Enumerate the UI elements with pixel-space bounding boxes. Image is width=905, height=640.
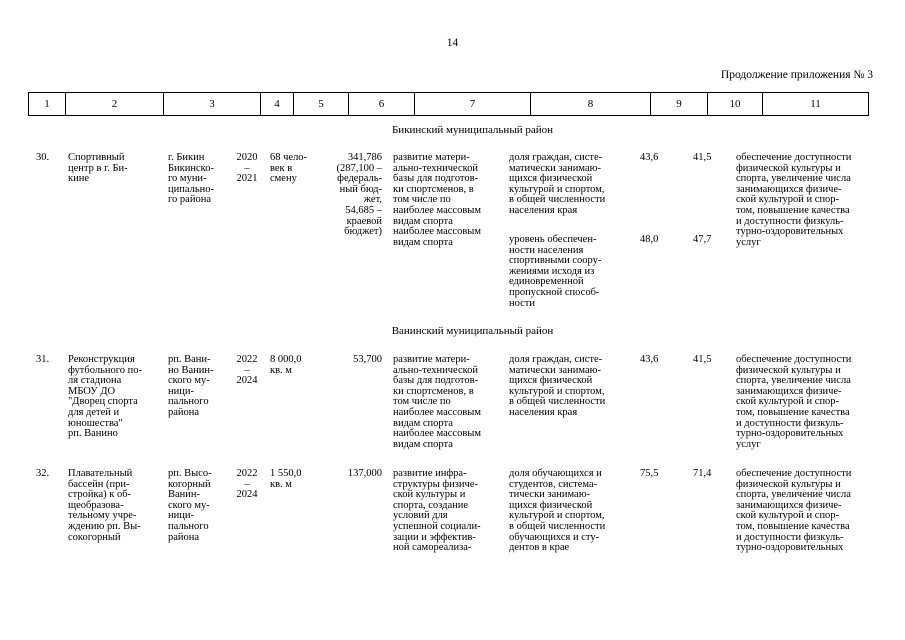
object-capacity: 8 000,0 кв. м (270, 354, 302, 376)
expected-result: обеспечение доступности физической культуры и спорта, увеличение числа занимающихся физиче- ской культурой и спор- том, повышение качества и доступности физкуль- турно-оздоровительных услуг (736, 354, 852, 450)
indicator-target-value: 48,0 (640, 234, 659, 245)
funding-amount: 341,786 (287,100 – федераль- ный бюд- жет, 54,685 – краевой бюджет) (336, 152, 382, 238)
indicator-target-value: 43,6 (640, 354, 659, 365)
header-col-6: 6 (378, 98, 385, 110)
expected-result: обеспечение доступности физической культуры и спорта, увеличение числа занимающихся физиче- ской культурой и спор- том, повышение качества и доступности физкуль- турно-оздоровительных (736, 468, 852, 554)
expected-result: обеспечение доступности физической культуры и спорта, увеличение числа занимающихся физиче- ской культурой и спор- том, повышение качества и доступности физкуль- турно-оздоровительных услуг (736, 152, 852, 248)
header-col-4: 4 (274, 98, 280, 110)
section-title: Ванинский муниципальный район (391, 325, 554, 337)
indicator-base-value: 47,7 (693, 234, 712, 245)
object-location: г. Бикин Бикинско- го муни- ципально- го района (168, 152, 215, 206)
indicator-text: уровень обеспечен- ности населения спортивными соору- жениями исходя из единовременной пропускной способ- ности (509, 234, 602, 309)
object-location: рп. Вани- но Ванин- ского му- ници- пального района (168, 354, 214, 418)
implementation-period: 2020 – 2021 (236, 152, 258, 185)
indicator-target-value: 75,5 (640, 468, 659, 479)
header-col-8: 8 (587, 98, 594, 110)
row-number: 32. (36, 468, 50, 479)
header-col-11: 11 (810, 98, 821, 110)
indicator-base-value: 41,5 (693, 152, 712, 163)
implementation-period: 2022 – 2024 (236, 468, 258, 501)
object-name: Реконструкция футбольного по- ля стадиона МБОУ ДО "Дворец спорта для детей и юношества" рп. Ванино (68, 354, 143, 440)
indicator-base-value: 71,4 (693, 468, 712, 479)
object-location: рп. Высо- когорный Ванин- ского му- ници- пального района (168, 468, 212, 543)
indicator-text: доля обучающихся и студентов, система- тически занимаю- щихся физической культурой и спортом, в общей численности обучающихся и сту- дентов в крае (509, 468, 606, 554)
section-title: Бикинский муниципальный район (391, 124, 554, 136)
header-col-7: 7 (469, 98, 476, 110)
row-number: 31. (36, 354, 50, 365)
project-goal: развитие матери- ально-технической базы для подготов- ки спортсменов, в том числе по наиболее массовым видам спорта наиболее массовым видам спорта (393, 354, 481, 450)
indicator-target-value: 43,6 (640, 152, 659, 163)
project-goal: развитие матери- ально-технической базы для подготов- ки спортсменов, в том числе по наиболее массовым видам спорта наиболее массовым видам спорта (393, 152, 481, 248)
header-col-1: 1 (44, 98, 50, 110)
funding-amount: 53,700 (353, 354, 382, 365)
indicator-text: доля граждан, систе- матически занимаю- щихся физической культурой и спортом, в общей численности населения края (509, 354, 606, 418)
object-capacity: 1 550,0 кв. м (270, 468, 302, 490)
project-goal: развитие инфра- структуры физиче- ской культуры и спорта, создание условий для успешной социали- зации и эффектив- ной самореализа- (393, 468, 481, 554)
object-capacity: 68 чело- век в смену (270, 152, 308, 185)
header-col-2: 2 (111, 98, 118, 110)
object-name: Плавательный бассейн (при- стройка) к об- щеобразова- тельному учре- ждению рп. Вы- сокогорный (68, 468, 141, 543)
header-col-10: 10 (729, 98, 741, 110)
indicator-text: доля граждан, систе- матически занимаю- щихся физической культурой и спортом, в общей численности населения края (509, 152, 606, 216)
table-header (28, 92, 869, 116)
header-col-3: 3 (209, 98, 215, 110)
page-number: 14 (446, 37, 459, 49)
appendix-continuation: Продолжение приложения № 3 (720, 69, 873, 81)
header-col-5: 5 (318, 98, 324, 110)
funding-amount: 137,000 (347, 468, 382, 479)
header-col-9: 9 (676, 98, 682, 110)
row-number: 30. (36, 152, 50, 163)
implementation-period: 2022 – 2024 (236, 354, 258, 387)
object-name: Спортивный центр в г. Би- кине (68, 152, 128, 185)
indicator-base-value: 41,5 (693, 354, 712, 365)
